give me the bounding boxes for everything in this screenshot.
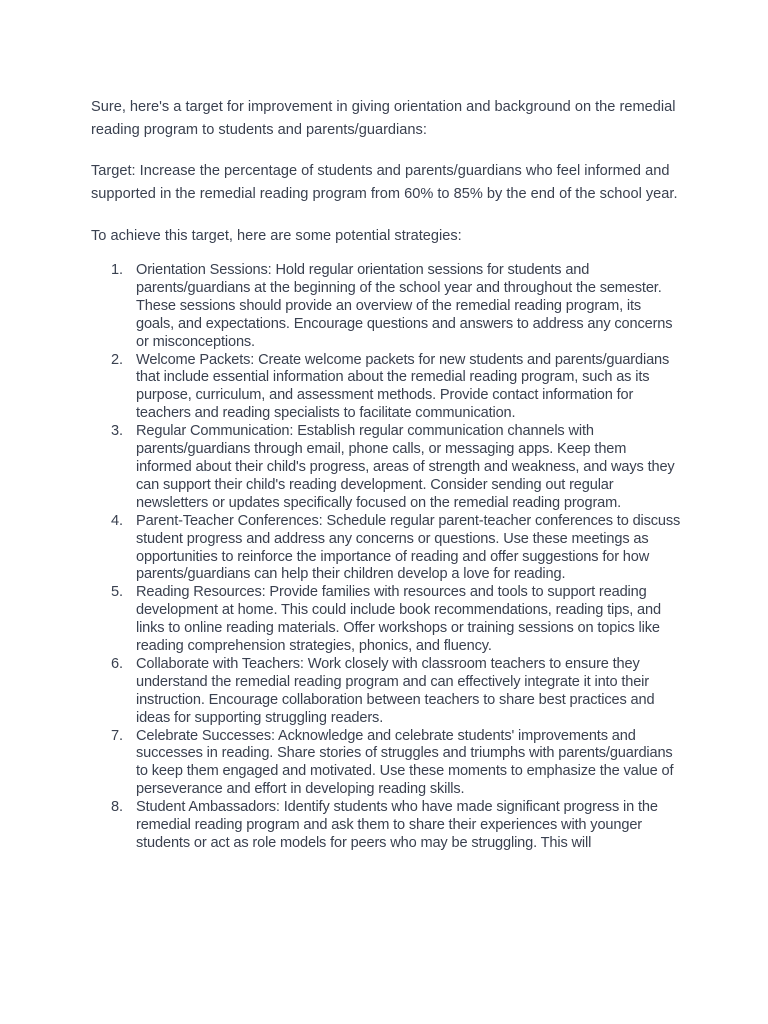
list-item [91, 262, 681, 352]
list-item-text: Collaborate with Teachers: Work closely with classroom teachers to ensure they understand the remedial reading program and can effectively integrate it into their instruction. Encourage collaboration between teachers to share best practices and ideas for supporting struggling readers. [136, 655, 655, 726]
list-item [91, 728, 681, 800]
list-item-text: Reading Resources: Provide families with resources and tools to support reading development at home. This could include book recommendations, reading tips, and links to online reading materials. Offer workshops or training sessions on topics like reading comprehension strategies, phonics, and fluency. [136, 584, 661, 655]
list-item-number: 2. [111, 351, 123, 368]
list-item [91, 584, 681, 656]
list-item-number: 8. [111, 799, 123, 816]
list-item-number: 3. [111, 423, 123, 440]
list-item-number: 7. [111, 727, 123, 744]
list-item-number: 6. [111, 655, 123, 672]
list-item-text: Student Ambassadors: Identify students who have made significant progress in the remedial reading program and ask them to share their experiences with younger students or act as role models for peers who may be struggling. This will [136, 799, 658, 851]
list-item-number: 5. [111, 584, 123, 601]
list-item-text: Welcome Packets: Create welcome packets for new students and parents/guardians that include essential information about the remedial reading program, such as its purpose, curriculum, and assessment methods. Provide contact information for teachers and reading specialists to facilitate communication. [136, 351, 670, 422]
target-paragraph: Target: Increase the percentage of students and parents/guardians who feel informed and supported in the remedial reading program from 60% to 85% by the end of the school year. [91, 163, 678, 202]
list-item-number: 1. [111, 262, 123, 278]
list-item [91, 352, 681, 424]
list-item-text: Orientation Sessions: Hold regular orientation sessions for students and parents/guardians at the beginning of the school year and throughout the semester. These sessions should provide an overview of the remedial reading program, its goals, and expectations. Encourage questions and answers to address any concerns or misconceptions. [136, 262, 673, 350]
document-page [91, 96, 681, 853]
list-item [91, 656, 681, 728]
strategies-list [91, 262, 681, 853]
intro-paragraph: Sure, here's a target for improvement in giving orientation and background on the remedial reading program to students and parents/guardians: [91, 99, 676, 138]
list-item-text: Parent-Teacher Conferences: Schedule regular parent-teacher conferences to discuss student progress and address any concerns or questions. Use these meetings as opportunities to reinforce the importance of reading and offer suggestions for how parents/guardians can help their children develop a love for reading. [136, 512, 681, 583]
list-item [91, 799, 681, 853]
list-item [91, 513, 681, 585]
list-item-number: 4. [111, 512, 123, 529]
strategies-lead: To achieve this target, here are some potential strategies: [91, 228, 462, 244]
list-item-text: Celebrate Successes: Acknowledge and celebrate students' improvements and successes in reading. Share stories of struggles and triumphs with parents/guardians to keep them engaged and motivated. Use these moments to emphasize the value of perseverance and effort in developing reading skills. [136, 727, 674, 798]
list-item [91, 423, 681, 513]
list-item-text: Regular Communication: Establish regular communication channels with parents/guardians through email, phone calls, or messaging apps. Keep them informed about their child's progress, areas of strength and weakness, and ways they can support their child's reading development. Consider sending out regular newsletters or updates specifically focused on the remedial reading program. [136, 423, 675, 511]
